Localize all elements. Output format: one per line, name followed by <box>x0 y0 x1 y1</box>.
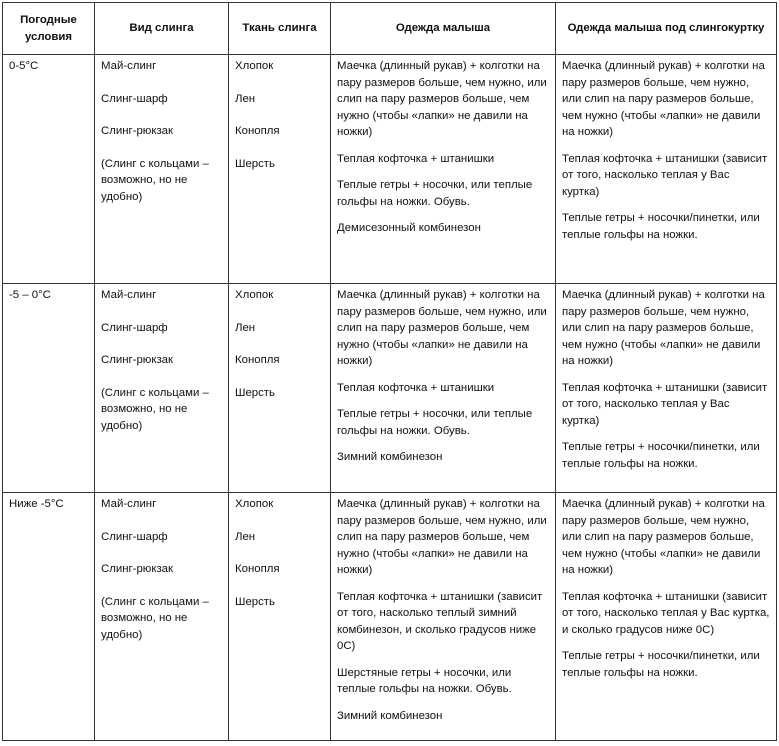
header-baby-clothes: Одежда малыша <box>331 3 556 55</box>
sling-item: Слинг-шарф <box>101 321 168 334</box>
clothes-item: Теплые гетры + носочки, или теплые гольфы на ножки. Обувь. <box>337 179 533 208</box>
jacket-clothes-item: Маечка (длинный рукав) + колготки на пару размеров больше, чем нужно, или слип на пару размеров больше, чем нужно (чтобы «лапки» не давили на ножки) <box>562 498 765 576</box>
jacket-clothes-cell <box>556 284 777 493</box>
fabric-cell <box>229 55 331 284</box>
fabric-item: Шерсть <box>235 157 275 170</box>
clothes-item: Зимний комбинезон <box>337 709 443 722</box>
fabric-item: Лен <box>235 530 256 543</box>
clothing-table <box>2 2 777 741</box>
sling-item: Май-слинг <box>101 60 157 72</box>
clothes-cell <box>331 493 556 741</box>
clothes-item: Шерстяные гетры + носочки, или теплые гольфы на ножки. Обувь. <box>337 666 512 695</box>
clothes-item: Маечка (длинный рукав) + колготки на пару размеров больше, чем нужно, или слип на пару размеров больше, чем нужно (чтобы «лапки» не давили на ножки) <box>337 289 547 367</box>
header-sling-fabric: Ткань слинга <box>229 3 331 55</box>
sling-item: (Слинг с кольцами – возможно, но не удобно) <box>101 157 209 203</box>
sling-cell <box>95 493 229 741</box>
fabric-item: Хлопок <box>235 289 274 301</box>
jacket-clothes-item: Маечка (длинный рукав) + колготки на пару размеров больше, чем нужно, или слип на пару размеров больше, чем нужно (чтобы «лапки» не давили на ножки) <box>562 289 765 367</box>
jacket-clothes-item: Маечка (длинный рукав) + колготки на пару размеров больше, чем нужно, или слип на пару размеров больше, чем нужно (чтобы «лапки» не давили на ножки) <box>562 60 765 138</box>
clothes-item: Теплые гетры + носочки, или теплые гольфы на ножки. Обувь. <box>337 408 533 437</box>
clothes-cell <box>331 284 556 493</box>
fabric-item: Лен <box>235 92 256 105</box>
sling-cell <box>95 55 229 284</box>
header-row <box>3 3 777 55</box>
sling-item: Май-слинг <box>101 498 157 510</box>
fabric-cell <box>229 493 331 741</box>
clothes-item: Маечка (длинный рукав) + колготки на пару размеров больше, чем нужно, или слип на пару размеров больше, чем нужно (чтобы «лапки» не давили на ножки) <box>337 60 547 138</box>
jacket-clothes-item: Теплая кофточка + штанишки (зависит от того, насколько теплая у Вас куртка) <box>562 152 768 198</box>
table-row <box>3 284 777 493</box>
jacket-clothes-item: Теплые гетры + носочки/пинетки, или теплые гольфы на ножки. <box>562 441 760 470</box>
fabric-item: Конопля <box>235 354 280 366</box>
sling-item: (Слинг с кольцами – возможно, но не удобно) <box>101 595 209 641</box>
sling-item: Слинг-рюкзак <box>101 354 174 366</box>
clothes-item: Теплая кофточка + штанишки <box>337 152 495 165</box>
weather-cell: 0-5°C <box>3 55 95 284</box>
sling-item: Слинг-шарф <box>101 92 168 105</box>
table-row <box>3 493 777 741</box>
header-sling-type: Вид слинга <box>95 3 229 55</box>
weather-cell: Ниже -5°C <box>3 493 95 741</box>
sling-cell <box>95 284 229 493</box>
clothes-cell <box>331 55 556 284</box>
fabric-item: Хлопок <box>235 60 274 72</box>
fabric-item: Шерсть <box>235 595 275 608</box>
fabric-cell <box>229 284 331 493</box>
jacket-clothes-item: Теплые гетры + носочки/пинетки, или теплые гольфы на ножки. <box>562 212 760 241</box>
fabric-item: Конопля <box>235 125 280 137</box>
sling-item: Май-слинг <box>101 289 157 301</box>
sling-item: Слинг-шарф <box>101 530 168 543</box>
jacket-clothes-item: Теплая кофточка + штанишки (зависит от того, насколько теплая у Вас куртка, и сколько градусов ниже 0С) <box>562 590 770 636</box>
sling-item: Слинг-рюкзак <box>101 125 174 137</box>
clothes-item: Теплая кофточка + штанишки <box>337 381 495 394</box>
jacket-clothes-cell <box>556 55 777 284</box>
clothes-item: Зимний комбинезон <box>337 451 443 463</box>
jacket-clothes-cell <box>556 493 777 741</box>
sling-item: (Слинг с кольцами – возможно, но не удобно) <box>101 386 209 432</box>
sling-item: Слинг-рюкзак <box>101 563 174 575</box>
jacket-clothes-item: Теплая кофточка + штанишки (зависит от того, насколько теплая у Вас куртка) <box>562 381 768 427</box>
weather-cell: -5 – 0°C <box>3 284 95 493</box>
fabric-item: Конопля <box>235 563 280 575</box>
clothes-item: Маечка (длинный рукав) + колготки на пару размеров больше, чем нужно, или слип на пару размеров больше, чем нужно (чтобы «лапки» не давили на ножки) <box>337 498 547 576</box>
fabric-item: Хлопок <box>235 498 274 510</box>
fabric-item: Лен <box>235 321 256 334</box>
table-row <box>3 55 777 284</box>
clothes-item: Теплая кофточка + штанишки (зависит от того, насколько теплый зимний комбинезон, и сколько градусов ниже 0С) <box>337 590 543 652</box>
header-baby-clothes-jacket: Одежда малыша под слингокуртку <box>556 3 777 55</box>
jacket-clothes-item: Теплые гетры + носочки/пинетки, или теплые гольфы на ножки. <box>562 650 760 679</box>
clothes-item: Демисезонный комбинезон <box>337 222 481 234</box>
fabric-item: Шерсть <box>235 386 275 399</box>
header-weather: Погодные условия <box>3 3 95 55</box>
